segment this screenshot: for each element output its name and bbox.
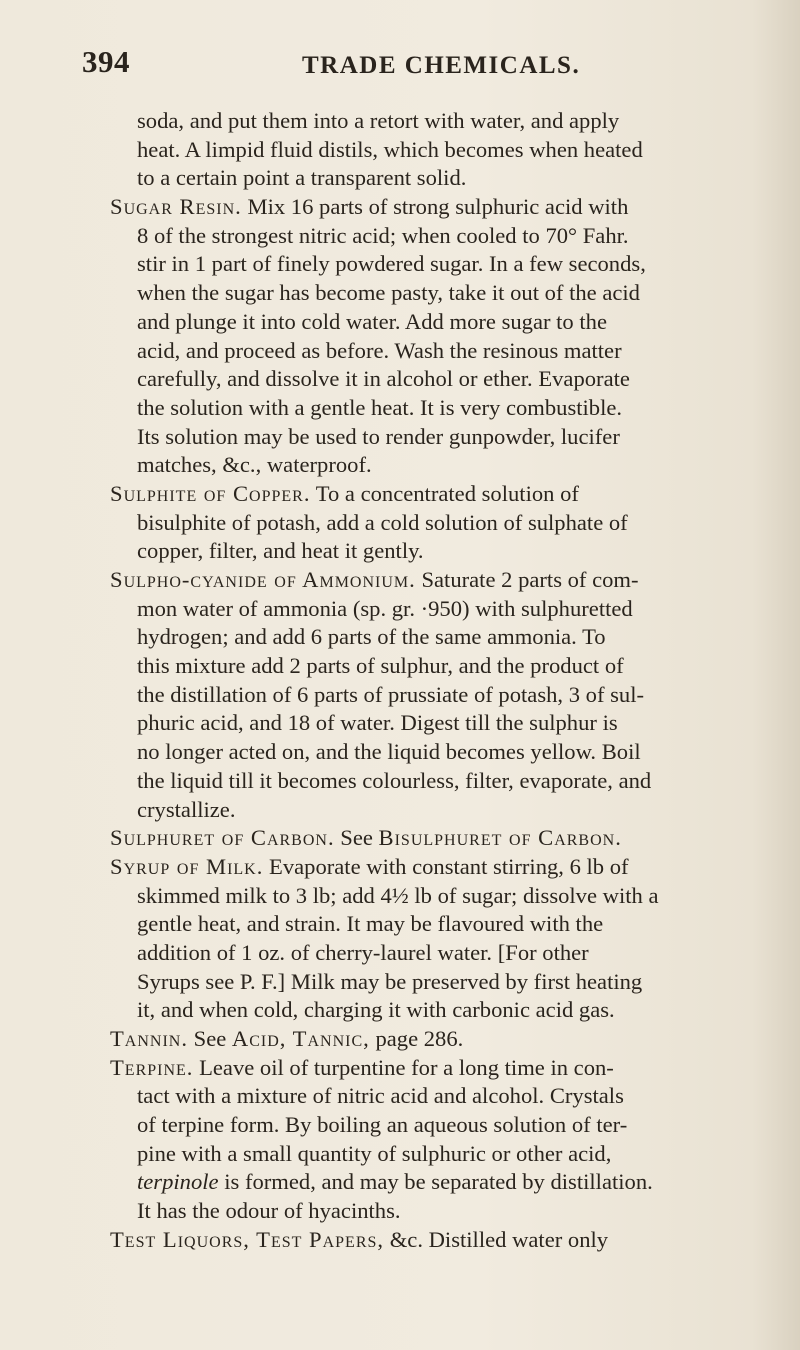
text-line <box>110 279 795 308</box>
line-text: soda, and put them into a retort with water, and apply <box>137 108 620 133</box>
line-text: carefully, and dissolve it in alcohol or ether. Evaporate <box>137 366 630 392</box>
line-text: Evaporate with constant stirring, 6 lb of <box>263 853 629 879</box>
line-text: acid, and proceed as before. Wash the resinous matter <box>137 337 622 363</box>
line-text: when the sugar has become pasty, take it out of the acid <box>137 280 640 306</box>
text-line <box>110 222 795 251</box>
line-text: the solution with a gentle heat. It is very combustible. <box>137 394 623 420</box>
line-text: crystallize. <box>137 796 236 822</box>
entry-heading: Test Liquors, Test Papers, <box>110 1226 385 1252</box>
text-line <box>110 1168 795 1197</box>
entry-heading: Sulphuret of Carbon. <box>110 825 335 851</box>
line-text: the liquid till it becomes colourless, filter, evaporate, and <box>137 767 652 793</box>
line-text: matches, &c., waterproof. <box>137 452 372 478</box>
text-line <box>110 968 795 997</box>
text-line <box>110 623 795 652</box>
line-text: It has the odour of hyacinths. <box>137 1198 401 1224</box>
line-text: is formed, and may be separated by distillation. <box>218 1169 653 1195</box>
line-text: gentle heat, and strain. It may be flavoured with the <box>137 911 604 937</box>
line-text: tact with a mixture of nitric acid and alcohol. Crystals <box>137 1083 624 1109</box>
text-line <box>110 451 795 480</box>
text-line <box>110 1197 795 1226</box>
italic-term: terpinole <box>137 1169 219 1195</box>
text-line <box>110 767 795 796</box>
text-line <box>110 996 795 1025</box>
text-line <box>110 882 795 911</box>
line-text: 8 of the strongest nitric acid; when cooled to 70° Fahr. <box>137 222 629 248</box>
line-text: no longer acted on, and the liquid becomes yellow. Boil <box>137 739 641 765</box>
line-text: copper, filter, and heat it gently. <box>137 538 424 564</box>
text-line <box>110 365 795 394</box>
text-line <box>110 738 795 767</box>
line-text: of terpine form. By boiling an aqueous solution of ter- <box>137 1112 628 1138</box>
cross-reference: Acid, Tannic, <box>231 1026 370 1051</box>
entry-heading: Tannin. <box>110 1026 188 1051</box>
entry-heading: Syrup of Milk. <box>110 853 264 879</box>
body-text <box>110 107 795 1255</box>
text-line <box>110 652 795 681</box>
text-line <box>110 1111 795 1140</box>
line-text: heat. A limpid fluid distils, which becomes when heated <box>137 136 643 162</box>
page-number: 394 <box>82 44 130 79</box>
text-line <box>110 250 795 279</box>
line-text: bisulphite of potash, add a cold solution of sulphate of <box>137 509 628 535</box>
entry-first-line <box>110 193 795 222</box>
text-line <box>110 796 795 825</box>
text-line <box>110 107 795 136</box>
line-text: phuric acid, and 18 of water. Digest till the sulphur is <box>137 710 618 736</box>
line-text: this mixture add 2 parts of sulphur, and the product of <box>137 653 624 679</box>
entry-heading: Sugar Resin. <box>110 194 242 220</box>
line-text: hydrogen; and add 6 parts of the same ammonia. To <box>137 624 606 650</box>
line-text: Mix 16 parts of strong sulphuric acid with <box>241 194 629 220</box>
entry-heading: Sulphite of Copper. <box>110 480 311 506</box>
text-line <box>110 910 795 939</box>
text-line <box>110 595 795 624</box>
line-text: See <box>334 825 379 851</box>
text-line <box>110 509 795 538</box>
line-text: &c. Distilled water only <box>384 1226 609 1252</box>
text-line <box>110 394 795 423</box>
line-text: stir in 1 part of finely powdered sugar. In a few seconds, <box>137 251 646 277</box>
line-text: Syrups see P. F.] Milk may be preserved by first heating <box>137 968 643 994</box>
line-text: mon water of ammonia (sp. gr. ·950) with sulphuretted <box>137 595 633 621</box>
line-text: To a concentrated solution of <box>310 480 579 506</box>
entry-first-line <box>110 1054 795 1083</box>
entry-first-line <box>110 1025 795 1054</box>
entry-first-line <box>110 824 795 853</box>
text-line <box>110 337 795 366</box>
cross-reference: Bisulphuret of Carbon. <box>378 825 622 851</box>
entry-first-line <box>110 853 795 882</box>
entry-first-line <box>110 480 795 509</box>
entry-heading: Terpine. <box>110 1054 194 1080</box>
text-line <box>110 423 795 452</box>
entry-heading: Sulpho-cyanide of Ammonium. <box>110 567 416 592</box>
line-text: the distillation of 6 parts of prussiate of potash, 3 of sul- <box>137 681 645 707</box>
text-line <box>110 308 795 337</box>
running-head: TRADE CHEMICALS. <box>302 52 581 79</box>
text-line <box>110 537 795 566</box>
line-text: and plunge it into cold water. Add more sugar to the <box>137 308 607 334</box>
line-text: See <box>188 1026 232 1051</box>
text-line <box>110 164 795 193</box>
line-text: it, and when cold, charging it with carbonic acid gas. <box>137 997 615 1023</box>
text-line <box>110 1082 795 1111</box>
text-line <box>110 709 795 738</box>
line-text: page 286. <box>369 1026 464 1051</box>
entry-first-line <box>110 1226 795 1255</box>
text-line <box>110 681 795 710</box>
line-text: Its solution may be used to render gunpowder, lucifer <box>137 423 620 449</box>
line-text: Saturate 2 parts of com- <box>415 567 639 592</box>
text-line <box>110 939 795 968</box>
line-text: pine with a small quantity of sulphuric or other acid, <box>137 1140 612 1166</box>
text-line <box>110 1140 795 1169</box>
entry-first-line <box>110 566 795 595</box>
line-text: skimmed milk to 3 lb; add 4½ lb of sugar; dissolve with a <box>137 882 659 908</box>
line-text: addition of 1 oz. of cherry-laurel water. [For other <box>137 939 589 965</box>
text-line <box>110 136 795 165</box>
line-text: to a certain point a transparent solid. <box>137 165 467 191</box>
line-text: Leave oil of turpentine for a long time in con- <box>193 1054 614 1080</box>
